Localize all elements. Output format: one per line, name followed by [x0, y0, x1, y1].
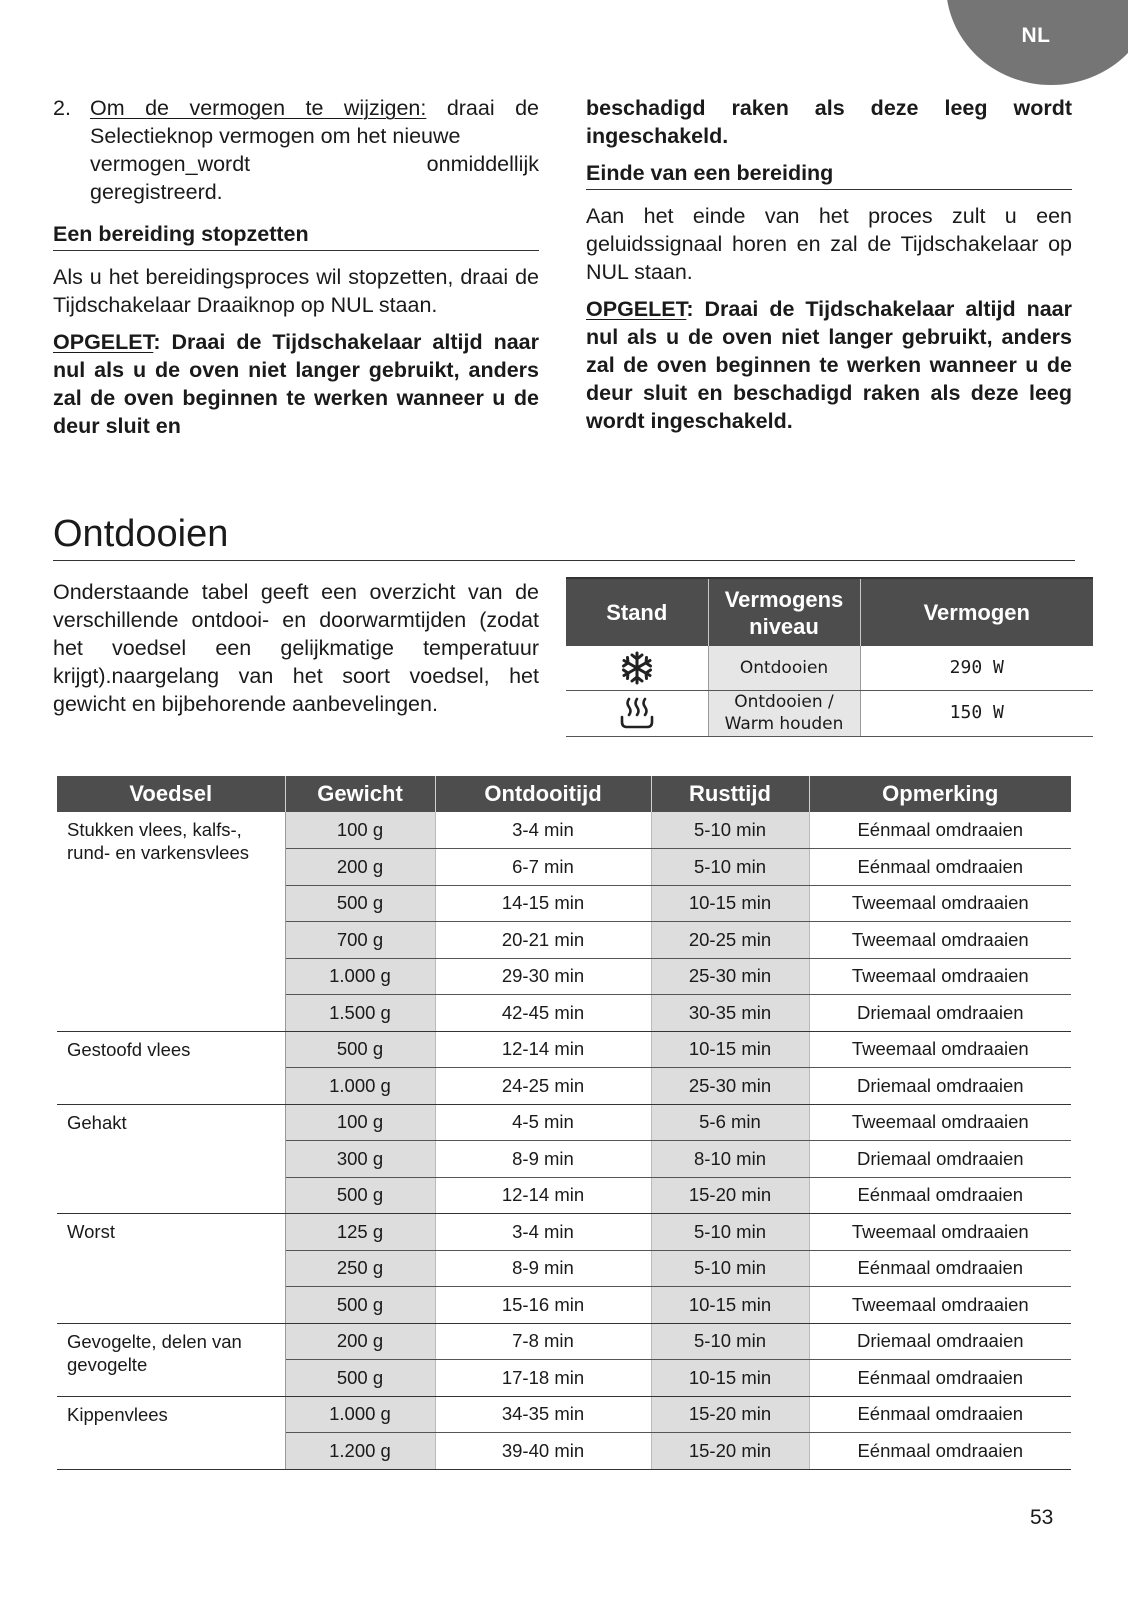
time-cell: 29-30 min	[435, 958, 651, 995]
table-row	[57, 1104, 1071, 1141]
end-cooking-heading: Einde van een bereiding	[586, 159, 1072, 190]
stand-cell	[566, 690, 708, 736]
power-row-defrost	[566, 646, 1093, 690]
time-cell: 15-16 min	[435, 1287, 651, 1324]
weight-cell: 100 g	[285, 1104, 435, 1141]
note-cell: Tweemaal omdraaien	[809, 1214, 1071, 1251]
rest-cell: 25-30 min	[651, 958, 809, 995]
rest-cell: 15-20 min	[651, 1433, 809, 1470]
weight-cell: 200 g	[285, 1323, 435, 1360]
left-warning-paragraph	[53, 328, 539, 440]
note-cell: Driemaal omdraaien	[809, 1323, 1071, 1360]
defrost-table-body	[57, 812, 1071, 1469]
warning-label: OPGELET	[586, 297, 687, 321]
left-warning-text: Draai de Tijdschakelaar altijd naar nul als u de oven niet langer gebruikt, anders zal de oven beginnen te werken wanneer u de deur sluit en	[53, 330, 539, 438]
header-niveau-line-1: Vermogens	[724, 586, 844, 612]
header-stand: Stand	[566, 578, 708, 646]
time-cell: 34-35 min	[435, 1396, 651, 1433]
note-cell: Tweemaal omdraaien	[809, 922, 1071, 959]
time-cell: 4-5 min	[435, 1104, 651, 1141]
rest-cell: 30-35 min	[651, 995, 809, 1032]
warm-keep-icon	[617, 695, 657, 731]
stop-cooking-heading: Een bereiding stopzetten	[53, 220, 539, 251]
weight-cell: 500 g	[285, 885, 435, 922]
rest-cell: 5-10 min	[651, 812, 809, 849]
weight-cell: 1.000 g	[285, 1396, 435, 1433]
time-cell: 12-14 min	[435, 1177, 651, 1214]
niveau-cell: Ontdooien	[708, 646, 860, 690]
weight-cell: 100 g	[285, 812, 435, 849]
rest-cell: 5-10 min	[651, 1214, 809, 1251]
time-cell: 39-40 min	[435, 1433, 651, 1470]
time-cell: 6-7 min	[435, 849, 651, 886]
weight-cell: 1.200 g	[285, 1433, 435, 1470]
weight-cell: 500 g	[285, 1360, 435, 1397]
rest-cell: 10-15 min	[651, 1287, 809, 1324]
snowflake-icon	[619, 650, 655, 686]
weight-cell: 1.000 g	[285, 958, 435, 995]
note-cell: Driemaal omdraaien	[809, 1068, 1071, 1105]
niveau-line-1: Ontdooien /	[734, 692, 834, 712]
page-number: 53	[1030, 1506, 1054, 1529]
food-cell: Gevogelte, delen van gevogelte	[57, 1323, 285, 1396]
food-cell: Worst	[57, 1214, 285, 1324]
right-warning-text: Draai de Tijdschakelaar altijd naar nul als u de oven niet langer gebruikt, anders zal de oven beginnen te werken wanneer u de deur sluit en beschadigd raken als deze leeg wordt ingeschakeld.	[586, 297, 1072, 433]
rest-cell: 10-15 min	[651, 1360, 809, 1397]
note-cell: Driemaal omdraaien	[809, 1141, 1071, 1178]
food-cell: Gestoofd vlees	[57, 1031, 285, 1104]
continued-warning-text: beschadigd raken als deze leeg wordt ingeschakeld.	[586, 96, 1072, 148]
warning-colon: :	[686, 297, 694, 321]
end-cooking-text: Aan het einde van het proces zult u een geluidssignaal horen en zal de Tijdschakelaar op NUL staan.	[586, 204, 1072, 284]
table-row	[57, 812, 1071, 849]
weight-cell: 700 g	[285, 922, 435, 959]
note-cell: Eénmaal omdraaien	[809, 849, 1071, 886]
note-cell: Eénmaal omdraaien	[809, 1177, 1071, 1214]
header-opmerking: Opmerking	[809, 776, 1071, 812]
note-cell: Eénmaal omdraaien	[809, 1433, 1071, 1470]
time-cell: 8-9 min	[435, 1250, 651, 1287]
time-cell: 42-45 min	[435, 995, 651, 1032]
header-voedsel: Voedsel	[57, 776, 285, 812]
list-item-change-power	[53, 94, 539, 206]
rest-cell: 5-10 min	[651, 1323, 809, 1360]
list-item-text	[90, 94, 539, 206]
header-niveau-line-2: niveau	[749, 613, 819, 639]
rest-cell: 5-10 min	[651, 1250, 809, 1287]
change-power-link-text: Om de vermogen te wijzigen:	[90, 96, 427, 120]
note-cell: Driemaal omdraaien	[809, 995, 1071, 1032]
table-row	[57, 1323, 1071, 1360]
food-cell: Gehakt	[57, 1104, 285, 1214]
time-cell: 3-4 min	[435, 1214, 651, 1251]
rest-cell: 8-10 min	[651, 1141, 809, 1178]
right-warning-paragraph	[586, 295, 1072, 435]
note-cell: Tweemaal omdraaien	[809, 1031, 1071, 1068]
note-cell: Tweemaal omdraaien	[809, 1104, 1071, 1141]
header-rusttijd: Rusttijd	[651, 776, 809, 812]
warning-colon: :	[153, 330, 161, 354]
weight-cell: 125 g	[285, 1214, 435, 1251]
power-table-header-row	[566, 578, 1093, 646]
vermogen-cell: 150 W	[860, 690, 1093, 736]
defrost-table-header-row	[57, 776, 1071, 812]
rest-cell: 10-15 min	[651, 885, 809, 922]
rest-cell: 5-6 min	[651, 1104, 809, 1141]
section-title-ontdooien: Ontdooien	[53, 510, 1075, 561]
weight-cell: 200 g	[285, 849, 435, 886]
note-cell: Eénmaal omdraaien	[809, 1396, 1071, 1433]
stop-cooking-text: Als u het bereidingsproces wil stopzetten, draai de Tijdschakelaar Draaiknop op NUL staan.	[53, 265, 539, 317]
table-row	[57, 1214, 1071, 1251]
rest-cell: 15-20 min	[651, 1177, 809, 1214]
time-cell: 17-18 min	[435, 1360, 651, 1397]
warning-label: OPGELET	[53, 330, 154, 354]
list-item-number: 2.	[53, 96, 71, 120]
weight-cell: 500 g	[285, 1177, 435, 1214]
food-cell: Kippenvlees	[57, 1396, 285, 1469]
time-cell: 12-14 min	[435, 1031, 651, 1068]
table-row	[57, 1031, 1071, 1068]
rest-cell: 15-20 min	[651, 1396, 809, 1433]
right-column	[586, 94, 1072, 444]
header-gewicht: Gewicht	[285, 776, 435, 812]
weight-cell: 1.500 g	[285, 995, 435, 1032]
weight-cell: 500 g	[285, 1287, 435, 1324]
header-ontdooitijd: Ontdooitijd	[435, 776, 651, 812]
note-cell: Eénmaal omdraaien	[809, 1360, 1071, 1397]
time-cell: 24-25 min	[435, 1068, 651, 1105]
time-cell: 14-15 min	[435, 885, 651, 922]
vermogen-cell: 290 W	[860, 646, 1093, 690]
stand-cell	[566, 646, 708, 690]
weight-cell: 250 g	[285, 1250, 435, 1287]
power-row-warm	[566, 690, 1093, 736]
food-cell: Stukken vlees, kalfs-, rund- en varkensvlees	[57, 812, 285, 1031]
rest-cell: 20-25 min	[651, 922, 809, 959]
note-cell: Eénmaal omdraaien	[809, 812, 1071, 849]
weight-cell: 500 g	[285, 1031, 435, 1068]
note-cell: Tweemaal omdraaien	[809, 958, 1071, 995]
table-row	[57, 1396, 1071, 1433]
change-power-text-justified: vermogen_wordt onmiddellijk	[90, 152, 539, 176]
left-column	[53, 94, 539, 449]
niveau-line-2: Warm houden	[724, 714, 844, 734]
rest-cell: 5-10 min	[651, 849, 809, 886]
time-cell: 3-4 min	[435, 812, 651, 849]
weight-cell: 1.000 g	[285, 1068, 435, 1105]
defrost-intro-text: Onderstaande tabel geeft een overzicht van de verschillende ontdooi- en doorwarmtijden (zodat het voedsel een gelijkmatige temperatuur krijgt).naargelang van het soort voedsel, het gewicht en bijbehorende aanbevelingen.	[53, 580, 539, 716]
rest-cell: 10-15 min	[651, 1031, 809, 1068]
time-cell: 20-21 min	[435, 922, 651, 959]
niveau-cell	[708, 690, 860, 736]
note-cell: Eénmaal omdraaien	[809, 1250, 1071, 1287]
weight-cell: 300 g	[285, 1141, 435, 1178]
note-cell: Tweemaal omdraaien	[809, 885, 1071, 922]
header-vermogens-niveau	[708, 578, 860, 646]
defrost-table	[57, 776, 1071, 1470]
rest-cell: 25-30 min	[651, 1068, 809, 1105]
power-level-table	[566, 577, 1093, 737]
time-cell: 7-8 min	[435, 1323, 651, 1360]
time-cell: 8-9 min	[435, 1141, 651, 1178]
change-power-text-1: draai de Selectieknop vermogen om het nieuwe	[90, 96, 539, 148]
note-cell: Tweemaal omdraaien	[809, 1287, 1071, 1324]
change-power-text-2: geregistreerd.	[90, 180, 223, 204]
language-label: NL	[1021, 24, 1051, 47]
header-vermogen: Vermogen	[860, 578, 1093, 646]
